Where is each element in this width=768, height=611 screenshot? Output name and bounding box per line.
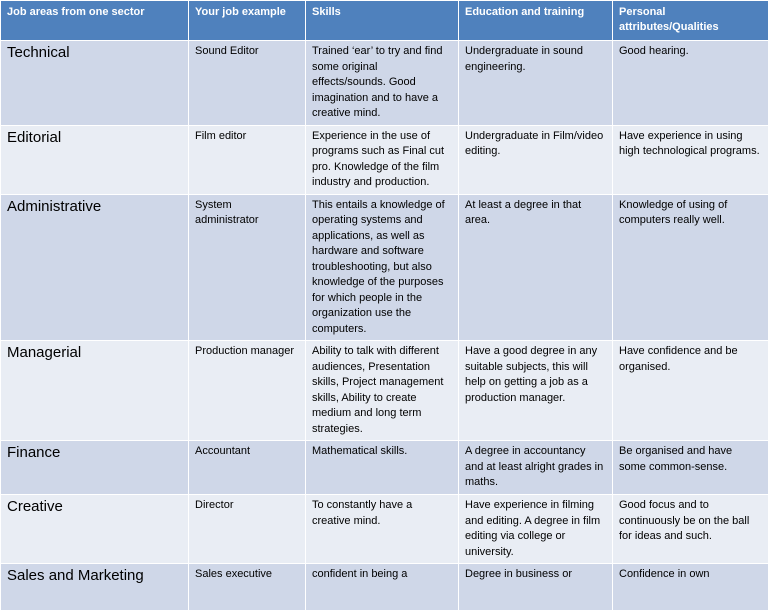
job-example-cell: Production manager [189,341,306,441]
education-cell: Degree in business or [459,564,613,611]
table-row [1,341,768,441]
job-area-cell: Sales and Marketing [1,564,189,611]
job-example-cell: Accountant [189,441,306,495]
header-row [1,1,768,41]
job-area-cell: Finance [1,441,189,495]
skills-cell: Experience in the use of programs such as Final cut pro. Knowledge of the film industry and production. [306,125,459,194]
attributes-cell: Good hearing. [613,41,768,126]
job-example-cell: Sales executive [189,564,306,611]
skills-cell: Ability to talk with different audiences, Presentation skills, Project management skills, Ability to create medium and long term strategies. [306,341,459,441]
job-area-cell: Administrative [1,194,189,341]
education-cell: At least a degree in that area. [459,194,613,341]
table-row [1,441,768,495]
table-row [1,564,768,611]
header-skills: Skills [306,1,459,41]
job-example-cell: System administrator [189,194,306,341]
job-area-cell: Creative [1,495,189,564]
education-cell: Undergraduate in sound engineering. [459,41,613,126]
job-area-cell: Managerial [1,341,189,441]
skills-cell: To constantly have a creative mind. [306,495,459,564]
header-education: Education and training [459,1,613,41]
attributes-cell: Good focus and to continuously be on the ball for ideas and such. [613,495,768,564]
attributes-cell: Have confidence and be organised. [613,341,768,441]
skills-cell: Mathematical skills. [306,441,459,495]
attributes-cell: Have experience in using high technological programs. [613,125,768,194]
education-cell: Have experience in filming and editing. A degree in film editing via college or university. [459,495,613,564]
table-row [1,125,768,194]
job-area-cell: Technical [1,41,189,126]
skills-cell: This entails a knowledge of operating systems and applications, as well as hardware and software troubleshooting, but also knowledge of the purposes for which people in the organization use the computers. [306,194,459,341]
education-cell: A degree in accountancy and at least alright grades in maths. [459,441,613,495]
job-example-cell: Director [189,495,306,564]
header-attributes: Personal attributes/Qualities [613,1,768,41]
job-example-cell: Film editor [189,125,306,194]
table-row [1,41,768,126]
attributes-cell: Knowledge of using of computers really well. [613,194,768,341]
header-job-example: Your job example [189,1,306,41]
attributes-cell: Be organised and have some common-sense. [613,441,768,495]
attributes-cell: Confidence in own [613,564,768,611]
education-cell: Have a good degree in any suitable subjects, this will help on getting a job as a production manager. [459,341,613,441]
header-job-areas: Job areas from one sector [1,1,189,41]
education-cell: Undergraduate in Film/video editing. [459,125,613,194]
table-row [1,495,768,564]
table-row [1,194,768,341]
job-example-cell: Sound Editor [189,41,306,126]
skills-cell: confident in being a [306,564,459,611]
job-area-cell: Editorial [1,125,189,194]
skills-cell: Trained ‘ear’ to try and find some original effects/sounds. Good imagination and to have a creative mind. [306,41,459,126]
